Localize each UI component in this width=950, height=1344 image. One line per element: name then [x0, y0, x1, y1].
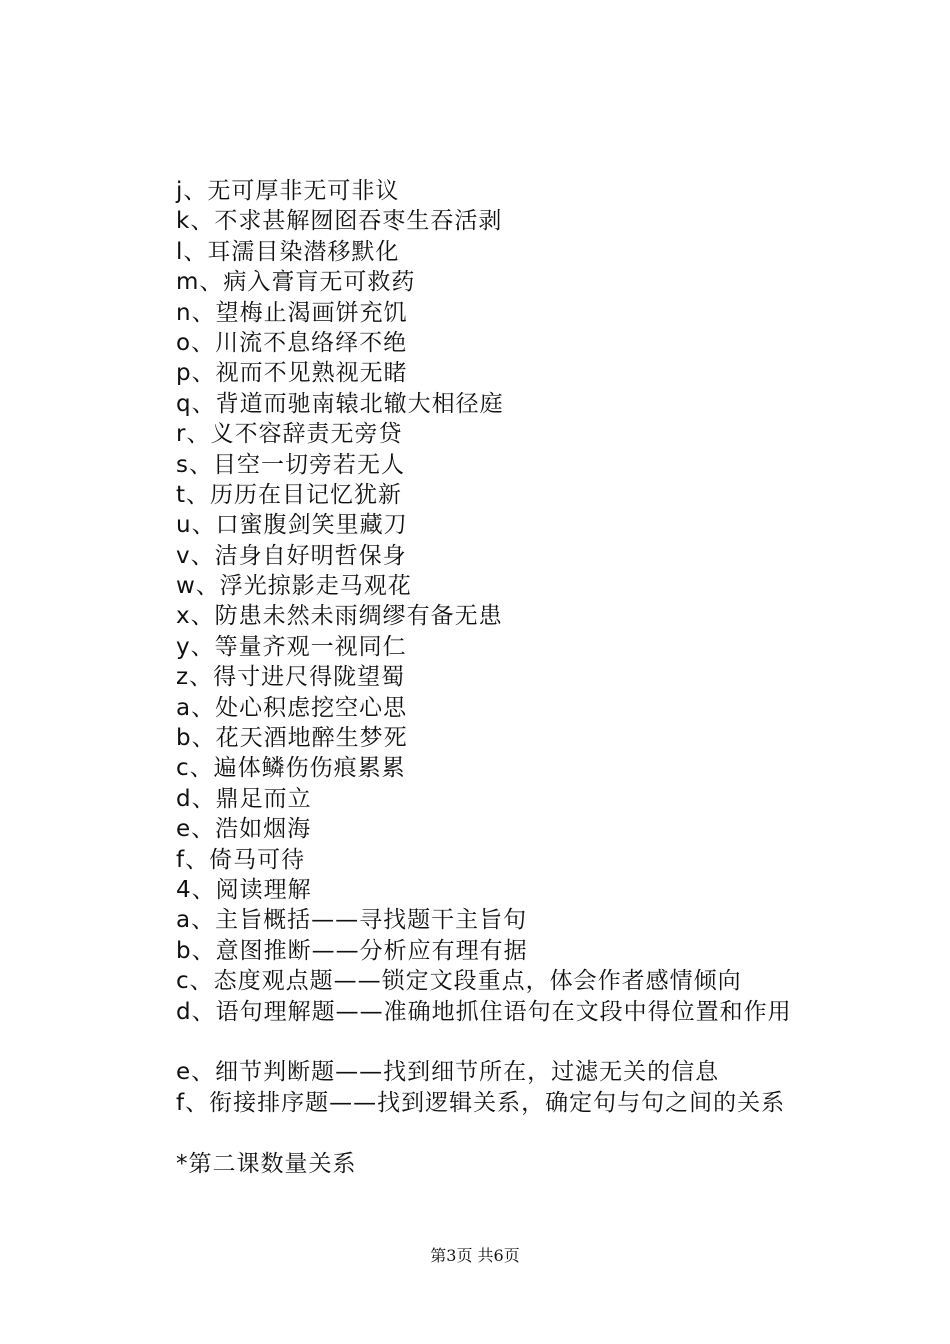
list-item: d、语句理解题——准确地抓住语句在文段中得位置和作用 [176, 998, 792, 1025]
paragraph-gap [176, 1027, 856, 1057]
paragraph-gap [176, 1118, 856, 1148]
list-item: f、倚马可待 [176, 846, 306, 873]
list-group-2 [176, 1057, 856, 1118]
list-item: u、口蜜腹剑笑里藏刀 [176, 512, 408, 539]
list-item: r、义不容辞责无旁贷 [176, 421, 403, 448]
list-item: t、历历在目记忆犹新 [176, 481, 403, 508]
list-item: e、细节判断题——找到细节所在，过滤无关的信息 [176, 1059, 720, 1086]
list-item: c、态度观点题——锁定文段重点，体会作者感情倾向 [176, 968, 742, 995]
list-item: c、遍体鳞伤伤痕累累 [176, 755, 406, 782]
list-item: o、川流不息络绎不绝 [176, 329, 408, 356]
list-item: a、主旨概括——寻找题干主旨句 [176, 907, 528, 934]
list-item: f、衔接排序题——找到逻辑关系，确定句与句之间的关系 [176, 1089, 786, 1116]
list-item: v、洁身自好明哲保身 [176, 542, 407, 569]
list-item: w、浮光掠影走马观花 [176, 573, 412, 600]
list-item: l、耳濡目染潜移默化 [176, 238, 400, 265]
list-item: q、背道而驰南辕北辙大相径庭 [176, 390, 504, 417]
list-item: x、防患未然未雨绸缪有备无患 [176, 603, 503, 630]
list-item: z、得寸进尺得陇望蜀 [176, 664, 406, 691]
list-item: b、花天酒地醉生梦死 [176, 725, 408, 752]
list-item: e、浩如烟海 [176, 816, 312, 843]
list-item: b、意图推断——分析应有理有据 [176, 937, 528, 964]
list-group-1 [176, 176, 856, 1027]
list-item: k、不求甚解囫囵吞枣生吞活剥 [176, 208, 503, 235]
section-heading: *第二课数量关系 [176, 1150, 357, 1177]
list-item: p、视而不见熟视无睹 [176, 360, 408, 387]
list-item: n、望梅止渴画饼充饥 [176, 299, 408, 326]
list-item: y、等量齐观一视同仁 [176, 633, 407, 660]
list-item: d、鼎足而立 [176, 785, 312, 812]
list-item: a、处心积虑挖空心思 [176, 694, 408, 721]
document-body [176, 176, 856, 1179]
list-item: s、目空一切旁若无人 [176, 451, 405, 478]
list-item: j、无可厚非无可非议 [176, 178, 400, 204]
section-subheading: 4、阅读理解 [176, 876, 312, 903]
page-footer: 第3页 共6页 [430, 1246, 520, 1265]
list-item: m、病入膏肓无可救药 [176, 269, 416, 296]
